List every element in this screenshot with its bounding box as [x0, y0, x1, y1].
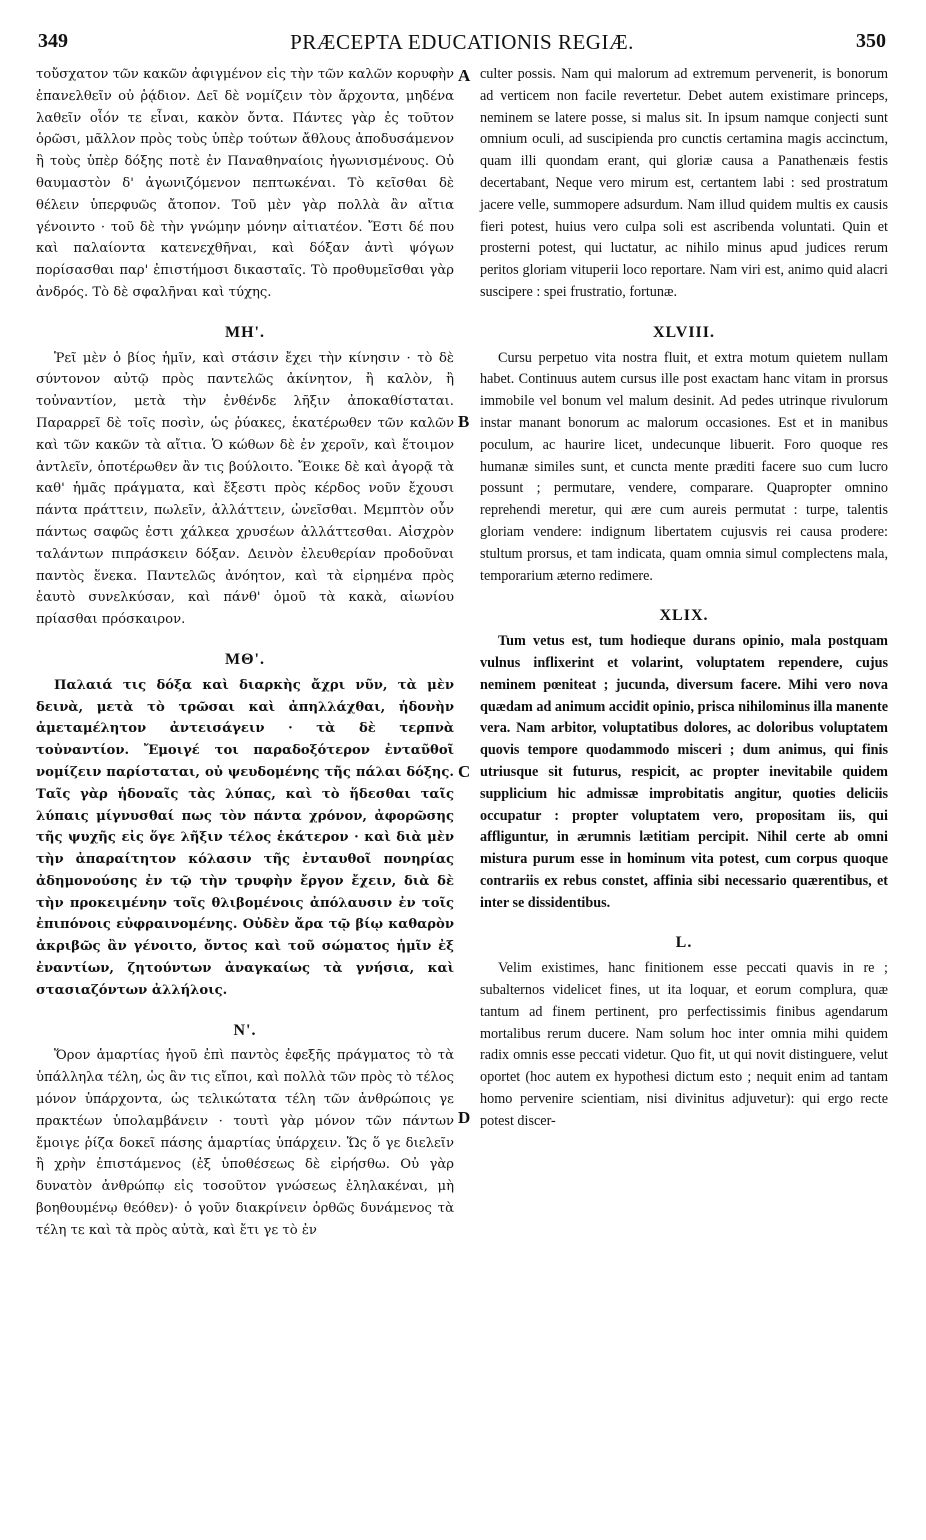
latin-section-50-heading: L.	[675, 934, 693, 952]
latin-section-50-text: Velim existimes, hanc finitionem esse peccati quavis in re ; subalternos videlicet fines, ut ita loquar, et eorum complura, quæ tantum ad finem pertinent, pro perfectissimis finibus agendarum mortalibus rerum ducere. Nam solum hoc inter omnia mihi quidem radix omnis esse peccati videtur. Quo fit, ut qui novit distinguere, velut oportet (hoc autem ex hypothesi dictum esto ; nequit enim ad tantam homo pervenire scientiam, nisi divinitus adjuvetur): qui ergo recte potest discer-	[480, 960, 888, 1129]
greek-section-50-text: Ὅρον ἁμαρτίας ἡγοῦ ἐπὶ παντὸς ἐφεξῆς πράγματος τὸ τὰ ὑπάλληλα τέλη, ὡς ἂν τις εἴποι, καὶ πολλὰ τῶν πρὸς τὸ τέλος μόνον ὑπάρχοντα, ὡς τελικώτατα τέλη τῶν ἀνθρώποις γε πρακτέων ὑπολαμβάνειν · τουτὶ γὰρ μόνον τῶν πάντων ἔμοιγε ῥίζα δοκεῖ πάσης ἁμαρτίας ὑπάρχειν. Ὥς ὅ γε διελεῖν ἢ χρὴν ἐπιστάμενος (ἐξ ὑποθέσεως δὲ εἰρήσθω. Οὐ γὰρ δυνατὸν ἀνθρώπῳ εἰς τοσοῦτον γνώσεως ἐληλακέναι, μὴ βοηθουμένῳ θεόθεν)· ὁ γοῦν διακρίνειν ὀρθῶς δυνάμενος τὰ τέλη τε καὶ τὰ πρὸς αὐτὰ, καὶ ἔτι γε τὸ ἐν	[36, 1048, 454, 1238]
page-number-left: 349	[38, 30, 68, 52]
margin-letter-b: B	[458, 412, 470, 431]
margin-letter-c: C	[458, 762, 471, 781]
latin-section-48-text: Cursu perpetuo vita nostra fluit, et extra motum quietem nullam habet. Continuus autem cursus ille post exactam hanc vitam in prorsus immobile vel bonum vel malum desinit. Ad pedes utrinque rivulorum instar manant bonorum ac malorum occasiones. Est et in manibus poculum, ac haurire licet, undecunque libuerit. Foro quoque res humanæ similes sunt, et cuncta mente præditi facere suo cum lucro possunt ; permutare, vendere, comparare. Quapropter omnino reprehendi meretur, qui ære cum aureis permutat : turpe, talentis gloriam vendere: indignum libertatem cujusvis rei causa prodere: stultum prorsus, et tam indicata, quam omnia simul complectens mala, temporarium æterno redimere.	[480, 349, 888, 584]
greek-section-49-text: Παλαιά τις δόξα καὶ διαρκὴς ἄχρι νῦν, τὰ μὲν δεινὰ, μετὰ τὸ τρῶσαι καὶ ἀπηλλάχθαι, ἡδονὴν ἀμεταμέλητον ἀντεισάγειν · τὰ δὲ τερπνὰ τοὐναντίον. Ἔμοιγέ τοι παραδοξότερον ἐνταῦθοῖ νομίζειν παρίσταται, οὐ ψευδομένης τῆς πάλαι δόξης. Ταῖς γὰρ ἡδοναῖς τὰς λύπας, καὶ τὸ ἥδεσθαι ταῖς λύπαις μίγνυσθαί πως τὸν πάντα χρόνον, ἀφορῶσης τῆς ψυχῆς εἰς ὅγε λῆξιν τέλος ἑκάτερον · καὶ διὰ μὲν τὴν ἀπαραίτητον κόλασιν τῆς ἐνταυθοῖ πονηρίας ἀδημονούσης ἐν τῷ τὴν τρυφὴν ἔργον ἔχειν, διὰ δὲ τὴν προκειμένην τοῖς θλιβομένοις ἀπόλαυσιν ἐν τοῖς ἐπιπόνοις εὐφραινομένης. Οὐδὲν ἄρα τῷ βίῳ καθαρὸν ἀκριβῶς ἂν γένοιτο, ὄντος καὶ τοῦ σώματος ἡμῖν ἐξ ἐναντίων, ζητούντων ἀναγκαίως τὰ γνήσια, καὶ στασιαζόντων ἀλλήλοις.	[36, 677, 454, 998]
running-title: PRÆCEPTA EDUCATIONIS REGIÆ.	[290, 30, 634, 54]
latin-column	[480, 64, 888, 1133]
latin-section-49-heading: XLIX.	[659, 607, 709, 625]
margin-letter-a: A	[458, 66, 471, 85]
margin-letter-d: D	[458, 1108, 471, 1127]
latin-intro-paragraph: culter possis. Nam qui malorum ad extremum pervenerit, is bonorum ad verticem non facile revertetur. Debet autem existimare princeps, neminem se latere posse, si malus sit. In ipsum namque conjecti sunt omnium oculi, ad suscipienda pro cunctis certamina magis accinctum, quam illi quondam erant, qui gloriæ causa a Panathenæis festis decertabant, Neque vero mirum est, certantem labi : sed prostratum jacere velle, summopere adsurdum. Nam illud quidem multis ex causis fieri potest, huius vero culpa soli est ascribenda voluntati. Quin et prosterni potest, qui luctatur, ac nihilo minus apud judices rerum peritos gloriam vituperii loco reportare. Nam viri est, animo quid alacri suscipere : spei frustratio, fortunæ.	[480, 66, 888, 300]
page-number-right: 350	[856, 30, 886, 52]
greek-section-49-heading: ΜΘ'.	[225, 650, 265, 668]
greek-intro-paragraph: τοὔσχατον τῶν κακῶν ἀφιγμένον εἰς τὴν τῶν καλῶν κορυφὴν ἐπανελθεῖν οὐ ῥᾴδιον. Δεῖ δὲ νομίζειν τὸν ἄρχοντα, μηδένα λαθεῖν οἷόν τε εἶναι, κακὸν ὄντα. Πάντες γὰρ ἐς τοῦτον ὁρῶσι, μᾶλλον πρὸς τοὺς ὑπὲρ τούτων ἄθλους ἀποδυσάμενον ἢ τοὺς ὑπὲρ δόξης ποτὲ ἐν Παναθηναίοις ἠγωνισμένους. Οὐ θαυμαστὸν δ' ἀγωνιζόμενον πεπτωκέναι. Τὸ κεῖσθαι δὲ θέλειν ὑπερφυῶς ἄτοπον. Τοῦ μὲν γὰρ πολλὰ ἂν αἴτια γένοιντο · τοῦ δὲ τὴν γνώμην μόνην αἰτιατέον. Ἔστι δέ που καὶ παλαίοντα κατενεχθῆναι, καὶ δόξαν ἀντὶ ψόγων πορίσασθαι παρ' ἐπιστήμοσι δικασταῖς. Τὸ προθυμεῖσθαι γὰρ ἀνδρός. Τὸ δὲ σφαλῆναι καὶ τύχης.	[36, 67, 454, 300]
latin-section-49-text: Tum vetus est, tum hodieque durans opinio, mala postquam vulnus inflixerint et volarint, voluptatem rependere, cujus neminem pœniteat ; jucunda, diversum facere. Mihi vero nova quædam ad animum accidit opinio, prisca nihilominus illa manente vera. Nam arbitor, voluptatibus dolores, ac doloribus voluptatem quovis tempore quodammodo misceri ; dum animus, qui finis utriusque sit futurus, respicit, ac propter inevitabile quidem supplicium hic admissæ improbitatis angitur, quoties deliciis occupatur : propter voluptatem vero, propositam iis, qui affliguntur, in ærumnis lætitiam percipit. Nihil certe ab omni mistura purum esse in hominum vita potest, cum corpus quoque contrariis ex rebus constet, affinia sibi necessario quærentibus, et inter se dissidentibus.	[480, 633, 888, 911]
running-header	[38, 30, 886, 60]
latin-section-48-heading: XLVIII.	[653, 323, 715, 341]
greek-column	[36, 64, 454, 1242]
greek-section-48-heading: ΜΗ'.	[225, 323, 265, 341]
greek-section-50-heading: Ν'.	[233, 1021, 257, 1039]
greek-section-48-text: Ῥεῖ μὲν ὁ βίος ἡμῖν, καὶ στάσιν ἔχει τὴν κίνησιν · τὸ δὲ σύντονον αὐτῷ πρὸς παντελῶς ἀκίνητον, ἢ καλὸν, ἢ τοὐναντίον, μετὰ τὴν ἐνθένδε λῆξιν ἀποκαθίσταται. Παραρρεῖ δὲ τοῖς ποσὶν, ὡς ῥύακες, ἑκατέρωθεν τῶν καλῶν καὶ τῶν κακῶν τὰ αἴτια. Ὁ κώθων δὲ ἐν χεροῖν, καὶ ἕτοιμον ἀντλεῖν, ὁποτέρωθεν ἂν τις βούλοιτο. Ἔοικε δὲ καὶ ἀγορᾷ τὰ καθ' ἡμᾶς πράγματα, καὶ ἔξεστι πρὸς κέρδος νοῦν ἔχουσι πάντα πράττειν, πωλεῖν, ἀλλάττειν, ὠνεῖσθαι. Μεμπτὸν οὖν πάντως σαφῶς ἐστι χάλκεα χρυσέων ἀλλάττεσθαι. Αἰσχρὸν ταλάντων πιπράσκειν δόξαν. Δεινὸν ἐλευθερίαν προδοῦναι παντὸς ἕνεκα. Παντελῶς ἀνόητον, καὶ τὰ εἰρημένα πρὸς ἑαυτὸ συνελκύσαν, καὶ πάνθ' ὁμοῦ τὰ κακὰ, αἰωνίου πρίασθαι πρόσκαιρον.	[36, 350, 454, 628]
